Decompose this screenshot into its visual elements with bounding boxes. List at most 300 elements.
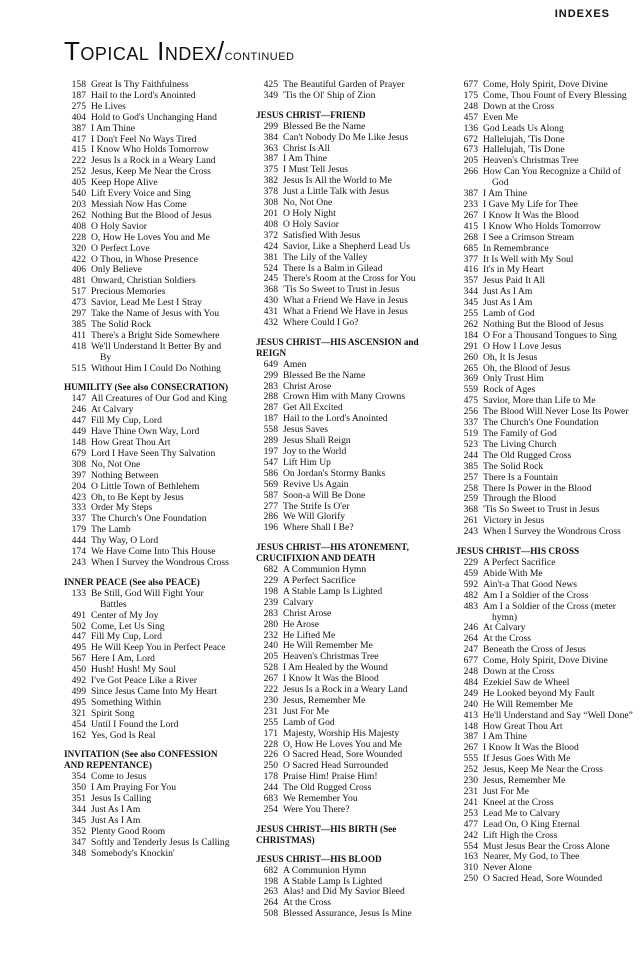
hymn-number: 495 (71, 696, 86, 708)
hymn-title: At the Cross (283, 897, 331, 909)
hymn-title: No, Not One (91, 458, 141, 470)
index-entry (64, 794, 232, 805)
hymn-title: 'Tis the Ol' Ship of Zion (283, 89, 376, 101)
hymn-number: 241 (463, 796, 478, 808)
hymn-number: 246 (71, 404, 86, 416)
hymn-number: 259 (463, 493, 478, 505)
page-title-main: Topical Index/ (64, 36, 225, 66)
hymn-title: O Thou, in Whose Presence (91, 253, 199, 265)
hymn-number: 368 (263, 284, 278, 296)
index-entry (64, 124, 232, 135)
hymn-title: We Will Glorify (283, 511, 346, 523)
hymn-number: 158 (71, 79, 86, 90)
index-entry (64, 514, 232, 525)
hymn-number: 321 (71, 707, 86, 719)
index-entry (64, 394, 232, 405)
index-entry (256, 909, 440, 920)
hymn-number: 231 (463, 786, 478, 797)
hymn-title: Heaven's Christmas Tree (283, 651, 379, 663)
index-entry (64, 342, 232, 364)
hymn-title: Praise Him! Praise Him! (283, 771, 378, 783)
hymn-number: 677 (463, 79, 478, 90)
hymn-number: 262 (71, 209, 86, 221)
hymn-number: 508 (263, 908, 278, 920)
index-column-1 (64, 80, 232, 860)
hymn-title: I See a Crimson Stream (483, 231, 575, 243)
hymn-number: 247 (463, 644, 478, 656)
hymn-number: 250 (463, 873, 478, 885)
hymn-number: 447 (71, 415, 86, 427)
hymn-title: When I Survey the Wondrous Cross (91, 556, 229, 568)
hymn-number: 187 (71, 89, 86, 101)
index-entry (64, 211, 232, 222)
hymn-title: Jesus Is Calling (91, 793, 152, 805)
hymn-number: 248 (463, 666, 478, 678)
hymn-number: 540 (71, 188, 86, 200)
hymn-number: 459 (463, 567, 478, 579)
index-column-3 (456, 80, 634, 885)
hymn-title: Hallelujah, 'Tis Done (483, 144, 565, 156)
hymn-title: Jesus Is a Rock in a Weary Land (283, 684, 408, 696)
index-entry (256, 805, 440, 816)
hymn-number: 397 (71, 469, 86, 481)
hymn-title: Down at the Cross (483, 100, 555, 112)
section-heading: JESUS CHRIST—HIS ASCENSION and REIGN (256, 336, 419, 358)
hymn-number: 333 (71, 502, 86, 514)
hymn-number: 344 (71, 804, 86, 815)
hymn-number: 484 (463, 676, 478, 688)
hymn-number: 555 (463, 753, 478, 765)
index-section (256, 337, 440, 534)
hymn-number: 233 (463, 198, 478, 210)
hymn-number: 267 (263, 673, 278, 685)
hymn-title: Jesus Paid It All (483, 275, 546, 287)
hymn-number: 517 (71, 286, 86, 298)
hymn-title: I Gave My Life for Thee (483, 198, 578, 210)
hymn-title: In Remembrance (483, 242, 549, 254)
index-entry (64, 589, 232, 611)
hymn-title: Hail to the Lord's Anointed (91, 89, 196, 101)
hymn-title: Something Within (91, 696, 162, 708)
hymn-title: At Calvary (483, 622, 526, 634)
hymn-title: How Great Thou Art (483, 720, 563, 732)
hymn-title: Soon-a Will Be Done (283, 489, 366, 501)
hymn-number: 482 (463, 589, 478, 601)
hymn-number: 569 (263, 478, 278, 490)
index-entry (456, 831, 634, 842)
index-entry (64, 805, 232, 816)
index-entry (256, 133, 440, 144)
hymn-title: The Old Rugged Cross (283, 782, 372, 794)
index-entry (64, 233, 232, 244)
hymn-title: Satisfied With Jesus (283, 229, 361, 241)
hymn-title: Lift High the Cross (483, 829, 558, 841)
hymn-number: 477 (463, 818, 478, 830)
hymn-title: The Solid Rock (91, 318, 152, 330)
hymn-title: It Is Well with My Soul (483, 253, 574, 265)
hymn-title: The Beautiful Garden of Prayer (283, 79, 405, 90)
hymn-title: I Am Thine (283, 153, 328, 165)
index-entry (456, 473, 634, 484)
hymn-title: Since Jesus Came Into My Heart (91, 685, 218, 697)
hymn-title: O Sacred Head, Sore Wounded (283, 749, 403, 761)
hymn-title: Down at the Cross (483, 666, 555, 678)
hymn-number: 375 (263, 164, 278, 176)
hymn-number: 682 (263, 564, 278, 576)
hymn-number: 249 (463, 687, 478, 699)
hymn-title: I Know It Was the Blood (483, 742, 579, 754)
hymn-number: 418 (71, 340, 86, 352)
hymn-number: 406 (71, 264, 86, 276)
hymn-title: He Arose (283, 618, 319, 630)
hymn-title: Amen (283, 358, 307, 370)
hymn-title: Nothing Between (91, 469, 159, 481)
hymn-title: If Jesus Goes With Me (483, 753, 571, 765)
hymn-number: 558 (263, 424, 278, 436)
hymn-number: 277 (263, 500, 278, 512)
index-entry (456, 591, 634, 602)
hymn-number: 310 (463, 862, 478, 874)
index-entry (456, 113, 634, 124)
hymn-title: Lift Every Voice and Sing (91, 188, 191, 200)
hymn-number: 345 (71, 814, 86, 826)
index-entry (256, 371, 440, 382)
hymn-number: 457 (463, 111, 478, 123)
hymn-number: 348 (71, 847, 86, 859)
hymn-title: O Perfect Love (91, 242, 150, 254)
hymn-title: Where Could I Go? (283, 317, 359, 329)
hymn-number: 405 (71, 177, 86, 189)
hymn-title: Just As I Am (483, 286, 533, 298)
hymn-number: 349 (263, 89, 278, 101)
hymn-number: 547 (263, 456, 278, 468)
hymn-number: 255 (263, 716, 278, 728)
index-entry (64, 364, 232, 375)
hymn-number: 266 (463, 166, 478, 178)
page-title (64, 36, 294, 67)
hymn-number: 350 (71, 782, 86, 794)
hymn-number: 447 (71, 631, 86, 643)
hymn-number: 352 (71, 825, 86, 837)
hymn-title: Just As I Am (91, 804, 141, 815)
hymn-title: Christ Arose (283, 607, 332, 619)
hymn-number: 256 (463, 406, 478, 418)
hymn-title: I Am Thine (483, 731, 528, 743)
hymn-title: He Lifted Me (283, 629, 336, 641)
hymn-number: 483 (463, 600, 478, 612)
hymn-title: Fill My Cup, Lord (91, 631, 162, 643)
hymn-number: 683 (263, 793, 278, 805)
hymn-title: Yes, God Is Real (91, 729, 156, 741)
index-entry (64, 91, 232, 102)
hymn-number: 677 (463, 655, 478, 667)
hymn-number: 475 (463, 395, 478, 407)
hymn-title: Here I Am, Lord (91, 653, 155, 665)
hymn-number: 289 (263, 435, 278, 447)
index-entry (456, 167, 634, 189)
hymn-number: 495 (71, 642, 86, 654)
hymn-title: Calvary (283, 596, 314, 608)
hymn-number: 264 (263, 897, 278, 909)
index-section (456, 546, 634, 885)
hymn-number: 230 (263, 694, 278, 706)
hymn-number: 147 (71, 393, 86, 405)
hymn-title: A Perfect Sacrifice (483, 556, 556, 568)
index-entry (256, 480, 440, 491)
hymn-title: Oh, the Blood of Jesus (483, 362, 571, 374)
hymn-title: Onward, Christian Soldiers (91, 275, 196, 287)
hymn-title: Plenty Good Room (91, 825, 166, 837)
hymn-title: God Leads Us Along (483, 122, 564, 134)
hymn-number: 378 (263, 186, 278, 198)
index-entry (256, 866, 440, 877)
hymn-number: 454 (71, 718, 86, 730)
hymn-number: 201 (263, 207, 278, 219)
hymn-title: The Church's One Foundation (91, 513, 207, 525)
index-entry (456, 874, 634, 885)
hymn-number: 337 (463, 417, 478, 429)
hymn-title: I Know It Was the Blood (283, 673, 379, 685)
index-entry (456, 353, 634, 364)
hymn-title: He'll Understand and Say “Well Done” (483, 709, 633, 721)
hymn-number: 415 (463, 220, 478, 232)
hymn-title: Oh, It Is Jesus (483, 351, 538, 363)
hymn-number: 473 (71, 297, 86, 309)
hymn-title: Lift Him Up (283, 456, 331, 468)
hymn-number: 228 (71, 231, 86, 243)
hymn-number: 265 (463, 362, 478, 374)
hymn-title: I Am Thine (483, 188, 528, 200)
hymn-title: Am I a Soldier of the Cross (meter hymn) (483, 600, 616, 623)
hymn-number: 369 (463, 373, 478, 385)
hymn-number: 136 (463, 122, 478, 134)
hymn-title: I Am Thine (91, 122, 136, 134)
hymn-title: Until I Found the Lord (91, 718, 179, 730)
hymn-number: 423 (71, 491, 86, 503)
hymn-title: When I Survey the Wondrous Cross (483, 526, 621, 538)
hymn-title: I Know Who Holds Tomorrow (483, 220, 601, 232)
hymn-number: 385 (71, 318, 86, 330)
hymn-title: Through the Blood (483, 493, 557, 505)
hymn-title: Alas! and Did My Savior Bleed (283, 886, 405, 898)
hymn-number: 592 (463, 578, 478, 590)
hymn-number: 377 (463, 253, 478, 265)
index-entry (256, 491, 440, 502)
hymn-title: Jesus Shall Reign (283, 435, 351, 447)
hymn-number: 267 (463, 209, 478, 221)
index-entry (64, 471, 232, 482)
index-section (64, 577, 232, 742)
hymn-number: 685 (463, 242, 478, 254)
hymn-number: 424 (263, 240, 278, 252)
hymn-title: The Solid Rock (483, 460, 544, 472)
hymn-number: 283 (263, 607, 278, 619)
index-entry (456, 462, 634, 473)
hymn-title: Lead Me to Calvary (483, 807, 560, 819)
hymn-title: Oh, to Be Kept by Jesus (91, 491, 184, 503)
hymn-title: Ain't-a That Good News (483, 578, 578, 590)
hymn-title: All Creatures of Our God and King (91, 393, 227, 405)
hymn-title: Without Him I Could Do Nothing (91, 362, 221, 374)
hymn-title: Joy to the World (283, 446, 347, 457)
hymn-number: 408 (71, 220, 86, 232)
hymn-title: Nothing But the Blood of Jesus (483, 318, 604, 330)
hymn-title: Come to Jesus (91, 771, 147, 783)
hymn-number: 299 (263, 120, 278, 132)
hymn-number: 679 (71, 447, 86, 459)
hymn-title: Nothing But the Blood of Jesus (91, 209, 212, 221)
hymn-number: 244 (463, 449, 478, 461)
hymn-title: Jesus, Remember Me (483, 775, 566, 787)
hymn-number: 280 (263, 618, 278, 630)
hymn-title: Savior, More than Life to Me (483, 395, 596, 407)
hymn-number: 288 (263, 391, 278, 403)
index-entry (64, 113, 232, 124)
index-entry (64, 558, 232, 569)
hymn-number: 344 (463, 286, 478, 298)
hymn-title: Come, Thou Fount of Every Blessing (483, 89, 627, 101)
hymn-title: I Am Healed by the Wound (283, 662, 388, 674)
hymn-title: Am I a Soldier of the Cross (483, 589, 589, 601)
index-entry (256, 729, 440, 740)
hymn-title: O Sacred Head Surrounded (283, 760, 389, 772)
hymn-number: 287 (263, 402, 278, 414)
section-heading: INVITATION (See also CONFESSION AND REPENTANCE) (64, 749, 218, 771)
hymn-title: Fill My Cup, Lord (91, 415, 162, 427)
index-entry (256, 523, 440, 534)
index-entry (64, 849, 232, 860)
hymn-title: We Have Come Into This House (91, 546, 216, 558)
index-section (456, 80, 634, 538)
hymn-title: Just As I Am (483, 297, 533, 309)
hymn-title: There Is Power in the Blood (483, 482, 592, 494)
hymn-number: 184 (463, 329, 478, 341)
hymn-title: I Don't Feel No Ways Tired (91, 133, 197, 145)
hymn-number: 232 (263, 629, 278, 641)
hymn-number: 283 (263, 380, 278, 392)
index-entry (64, 244, 232, 255)
index-entry (64, 731, 232, 742)
hymn-number: 519 (463, 428, 478, 439)
hymn-title: Just a Little Talk with Jesus (283, 186, 390, 198)
index-section (256, 824, 440, 846)
hymn-title: Can't Nobody Do Me Like Jesus (283, 131, 409, 143)
hymn-number: 368 (463, 504, 478, 516)
hymn-title: At the Cross (483, 633, 531, 645)
hymn-title: Spirit Song (91, 707, 135, 719)
hymn-title: He Looked beyond My Fault (483, 687, 595, 699)
index-entry (256, 242, 440, 253)
hymn-title: Nearer, My God, to Thee (483, 851, 580, 863)
hymn-title: Blessed Be the Name (283, 369, 366, 381)
hymn-title: Jesus Is All the World to Me (283, 175, 392, 187)
hymn-title: Just For Me (283, 705, 329, 717)
hymn-number: 499 (71, 685, 86, 697)
running-head: INDEXES (554, 8, 610, 20)
hymn-number: 308 (263, 197, 278, 209)
hymn-number: 416 (463, 264, 478, 276)
hymn-title: Jesus, Remember Me (283, 694, 366, 706)
hymn-title: No, Not One (283, 197, 333, 209)
hymn-number: 171 (263, 727, 278, 739)
hymn-title: Take the Name of Jesus with You (91, 308, 220, 320)
hymn-number: 246 (463, 622, 478, 634)
hymn-title: Hail to the Lord's Anointed (283, 413, 388, 425)
hymn-title: Come, Let Us Sing (91, 620, 165, 632)
hymn-number: 148 (463, 720, 478, 732)
hymn-title: Abide With Me (483, 567, 543, 579)
hymn-number: 430 (263, 295, 278, 307)
hymn-number: 649 (263, 358, 278, 370)
hymn-number: 682 (263, 864, 278, 876)
hymn-number: 229 (263, 574, 278, 586)
hymn-title: A Stable Lamp Is Lighted (283, 875, 383, 887)
hymn-title: Just For Me (483, 786, 529, 797)
hymn-number: 554 (463, 840, 478, 852)
hymn-title: I Know It Was the Blood (483, 209, 579, 221)
hymn-number: 444 (71, 535, 86, 547)
hymn-number: 228 (263, 738, 278, 750)
hymn-title: O Little Town of Bethlehem (91, 480, 200, 492)
hymn-title: I Know Who Holds Tomorrow (91, 144, 209, 156)
hymn-number: 257 (463, 471, 478, 483)
hymn-title: Just As I Am (91, 814, 141, 826)
hymn-number: 254 (263, 804, 278, 815)
hymn-number: 133 (71, 587, 86, 599)
hymn-number: 230 (463, 775, 478, 787)
hymn-number: 492 (71, 675, 86, 687)
hymn-number: 381 (263, 251, 278, 263)
hymn-title: Where Shall I Be? (283, 522, 354, 534)
hymn-title: Have Thine Own Way, Lord (91, 426, 200, 438)
hymn-title: Lamb of God (483, 308, 535, 320)
hymn-title: Jesus, Keep Me Near the Cross (483, 764, 603, 776)
hymn-number: 196 (263, 522, 278, 534)
hymn-number: 357 (463, 275, 478, 287)
hymn-title: Crown Him with Many Crowns (283, 391, 406, 403)
hymn-number: 382 (263, 175, 278, 187)
index-section (64, 749, 232, 859)
hymn-title: We Remember You (283, 793, 358, 805)
hymn-title: A Perfect Sacrifice (283, 574, 356, 586)
hymn-number: 239 (263, 596, 278, 608)
hymn-number: 431 (263, 306, 278, 318)
hymn-number: 198 (263, 875, 278, 887)
hymn-title: Never Alone (483, 862, 532, 874)
index-entry (256, 318, 440, 329)
hymn-title: Messiah Now Has Come (91, 198, 187, 210)
hymn-number: 523 (463, 438, 478, 450)
hymn-title: Somebody's Knockin' (91, 847, 175, 859)
index-section (256, 110, 440, 329)
hymn-title: Christ Is All (283, 142, 330, 154)
hymn-title: A Stable Lamp Is Lighted (283, 585, 383, 597)
hymn-title: On Jordan's Stormy Banks (283, 467, 386, 479)
hymn-number: 175 (463, 89, 478, 101)
hymn-number: 567 (71, 653, 86, 665)
hymn-title: There's a Bright Side Somewhere (91, 329, 220, 341)
hymn-number: 258 (463, 482, 478, 494)
hymn-title: O, How He Loves You and Me (283, 738, 402, 750)
hymn-title: Softly and Tenderly Jesus Is Calling (91, 836, 230, 848)
hymn-number: 275 (71, 100, 86, 112)
hymn-title: Savior, Like a Shepherd Lead Us (283, 240, 410, 252)
hymn-title: O Holy Savior (283, 218, 339, 230)
section-heading: INNER PEACE (See also PEACE) (64, 576, 200, 587)
hymn-number: 243 (71, 556, 86, 568)
hymn-title: 'Tis So Sweet to Trust in Jesus (283, 284, 400, 296)
hymn-number: 363 (263, 142, 278, 154)
